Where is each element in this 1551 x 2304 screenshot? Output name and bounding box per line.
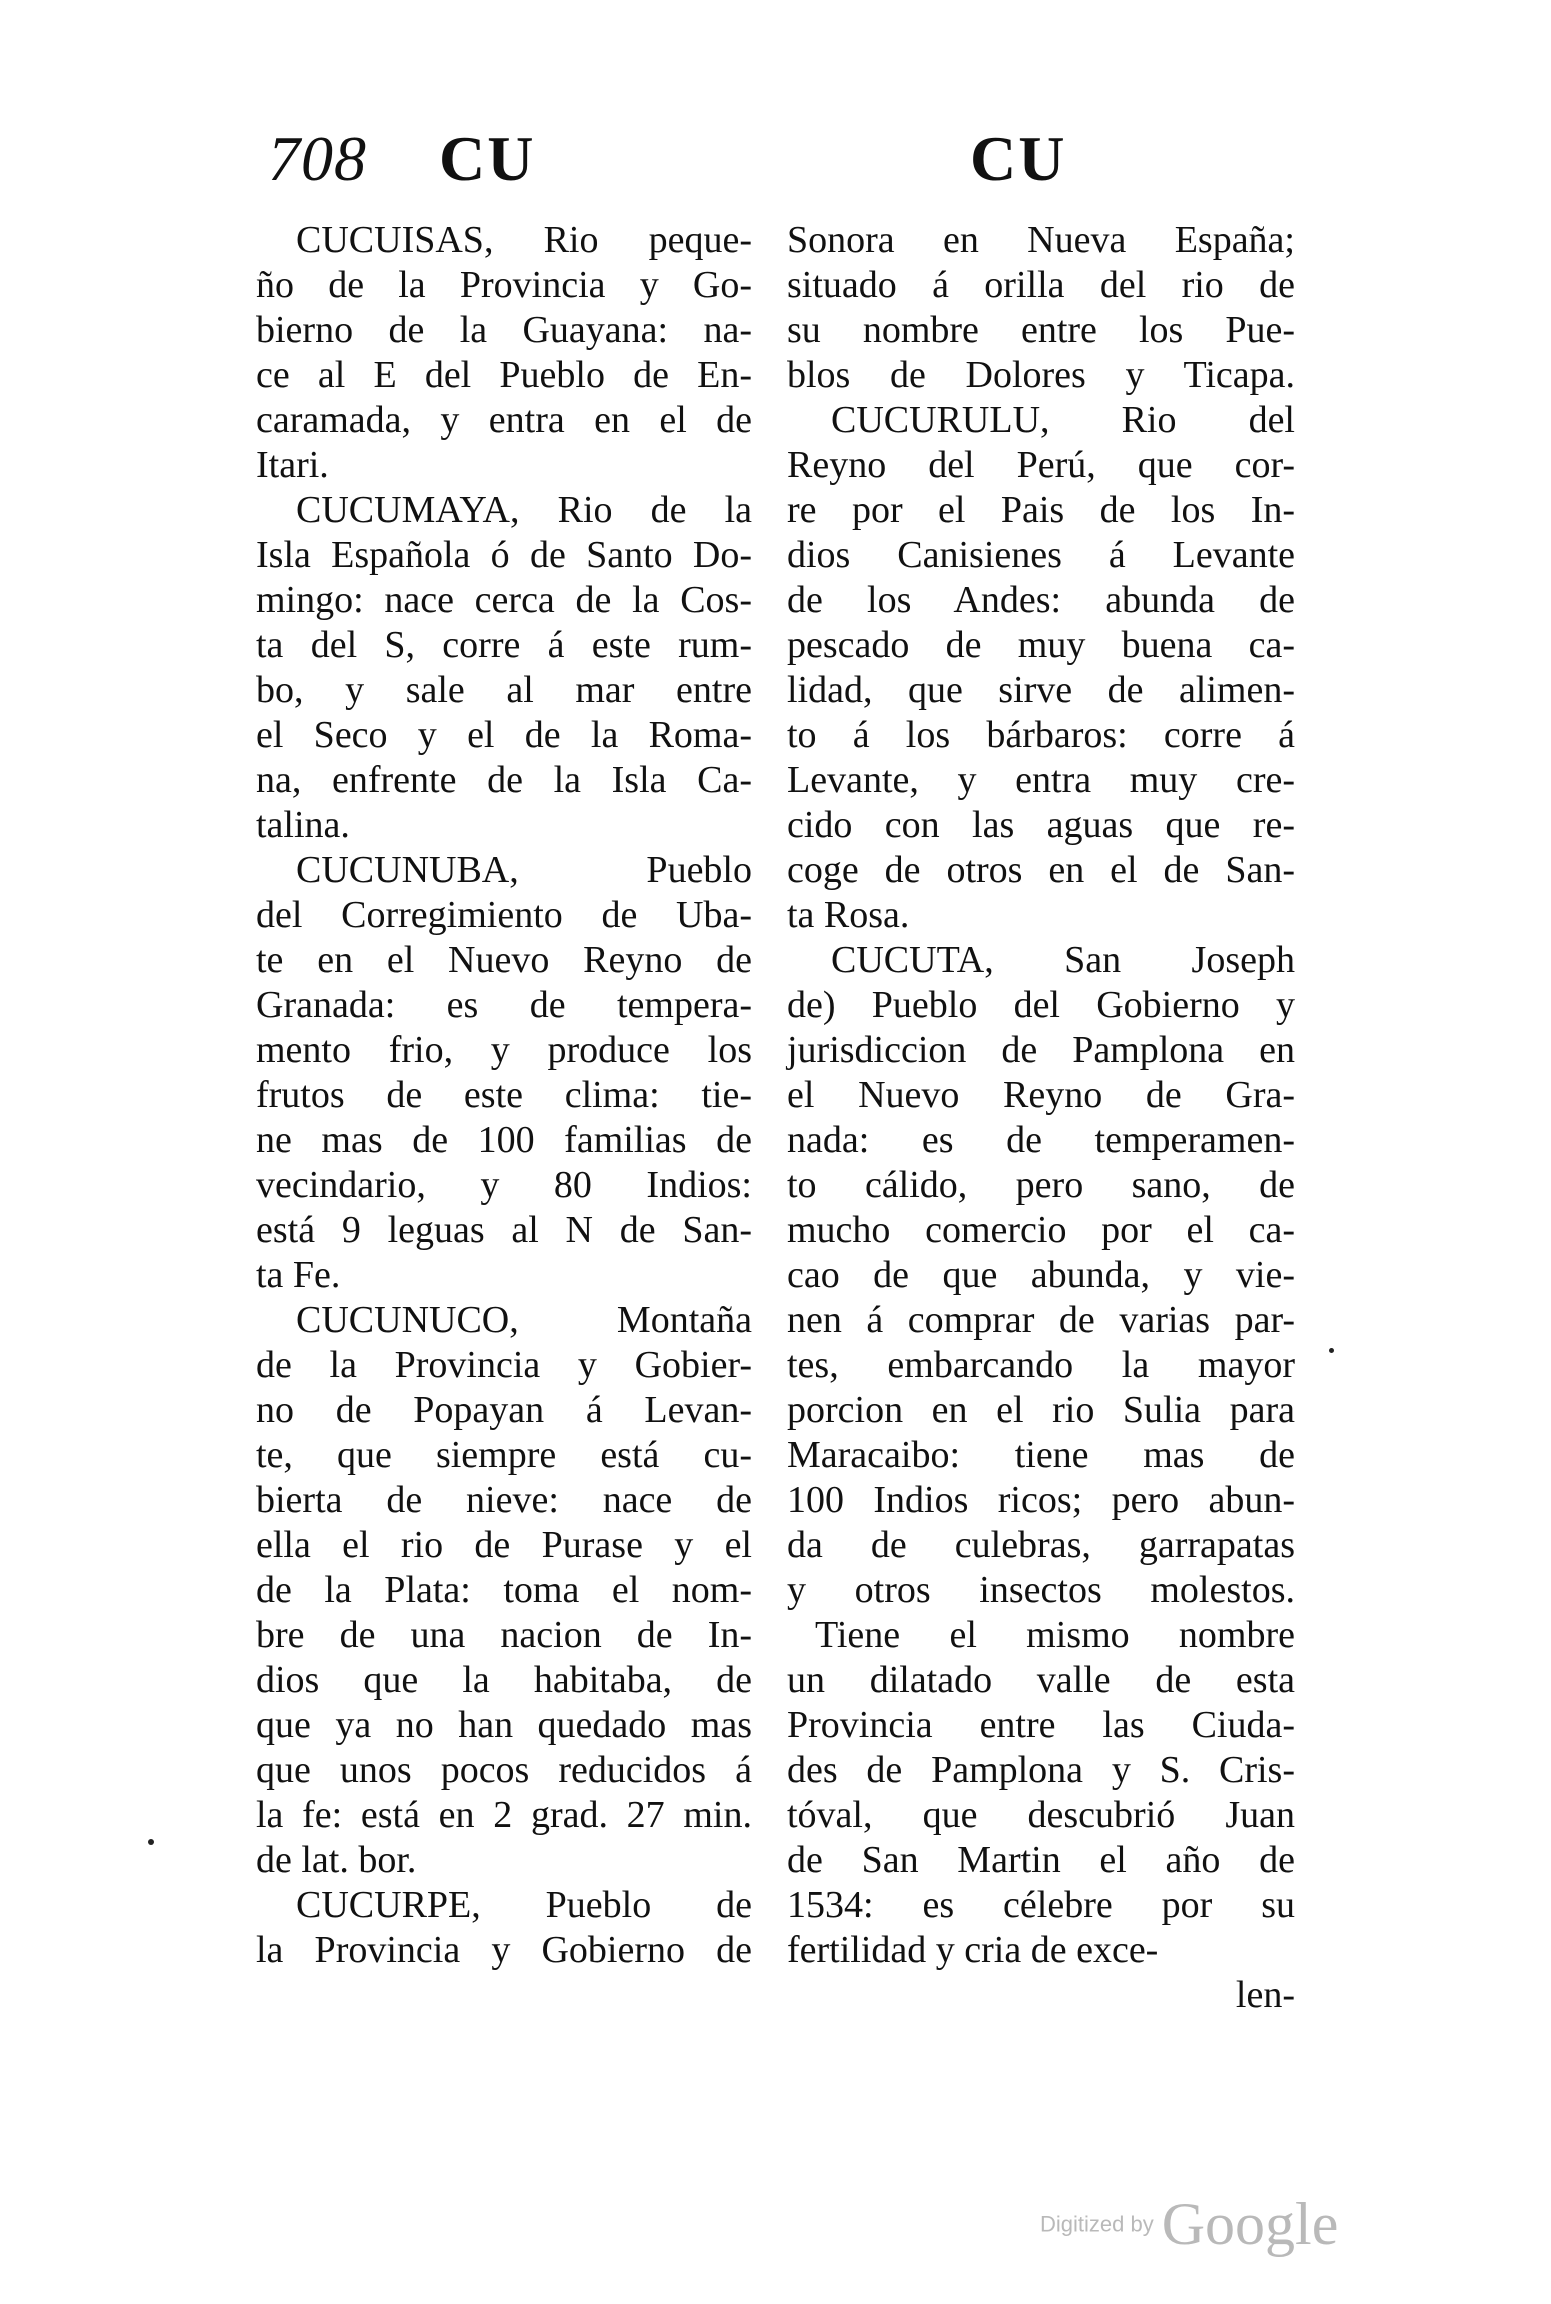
text-line: des de Pamplona y S. Cris-	[787, 1749, 1295, 1791]
text-line: tóval, que descubrió Juan	[787, 1794, 1295, 1836]
text-line: no de Popayan á Levan-	[256, 1389, 752, 1431]
text-line: pescado de muy buena ca-	[787, 624, 1295, 666]
digitization-watermark	[1040, 2190, 1338, 2259]
text-line: porcion en el rio Sulia para	[787, 1389, 1295, 1431]
text-line: 1534: es célebre por su	[787, 1884, 1295, 1926]
text-line: len-	[1235, 1974, 1295, 2016]
google-logo: Google	[1161, 2191, 1339, 2257]
text-line: que unos pocos reducidos á	[256, 1749, 752, 1791]
text-line: ta Fe.	[256, 1254, 341, 1296]
text-line: mingo: nace cerca de la Cos-	[256, 579, 752, 621]
text-line: que ya no han quedado mas	[256, 1704, 752, 1746]
text-line: del Corregimiento de Uba-	[256, 894, 752, 936]
text-line: un dilatado valle de esta	[787, 1659, 1295, 1701]
text-line: de San Martin el año de	[787, 1839, 1295, 1881]
text-line: de lat. bor.	[256, 1839, 417, 1881]
text-line: el Seco y el de la Roma-	[256, 714, 752, 756]
text-line: la fe: está en 2 grad. 27 min.	[256, 1794, 752, 1836]
page-header-left	[268, 122, 535, 196]
text-line: de) Pueblo del Gobierno y	[787, 984, 1295, 1026]
left-text-column	[256, 218, 752, 1973]
text-line: CUCUNUCO, Montaña	[296, 1299, 752, 1341]
text-line: da de culebras, garrapatas	[787, 1524, 1295, 1566]
text-line: mucho comercio por el ca-	[787, 1209, 1295, 1251]
text-line: blos de Dolores y Ticapa.	[787, 354, 1295, 396]
text-line: bre de una nacion de In-	[256, 1614, 752, 1656]
text-line: caramada, y entra en el de	[256, 399, 752, 441]
text-line: situado á orilla del rio de	[787, 264, 1295, 306]
text-line: to cálido, pero sano, de	[787, 1164, 1295, 1206]
text-line: frutos de este clima: tie-	[256, 1074, 752, 1116]
text-line: ce al E del Pueblo de En-	[256, 354, 752, 396]
text-line: coge de otros en el de San-	[787, 849, 1295, 891]
text-line: y otros insectos molestos.	[787, 1569, 1295, 1611]
text-line: vecindario, y 80 Indios:	[256, 1164, 752, 1206]
text-line: su nombre entre los Pue-	[787, 309, 1295, 351]
text-line: fertilidad y cria de exce-	[787, 1929, 1159, 1971]
text-line: talina.	[256, 804, 350, 846]
text-line: ella el rio de Purase y el	[256, 1524, 752, 1566]
text-line: ne mas de 100 familias de	[256, 1119, 752, 1161]
text-line: mento frio, y produce los	[256, 1029, 752, 1071]
text-line: CUCURPE, Pueblo de	[296, 1884, 752, 1926]
text-line: bo, y sale al mar entre	[256, 669, 752, 711]
text-line: el Nuevo Reyno de Gra-	[787, 1074, 1295, 1116]
text-line: de la Plata: toma el nom-	[256, 1569, 752, 1611]
text-line: ño de la Provincia y Go-	[256, 264, 752, 306]
text-line: Sonora en Nueva España;	[787, 219, 1295, 261]
right-running-head: CU	[970, 123, 1067, 194]
text-line: Maracaibo: tiene mas de	[787, 1434, 1295, 1476]
text-line: tes, embarcando la mayor	[787, 1344, 1295, 1386]
text-line: cao de que abunda, y vie-	[787, 1254, 1295, 1296]
page-number: 708	[268, 123, 367, 194]
text-line: Itari.	[256, 444, 329, 486]
text-line: dios Canisienes á Levante	[787, 534, 1295, 576]
text-line: CUCUTA, San Joseph	[831, 939, 1295, 981]
text-line: Reyno del Perú, que cor-	[787, 444, 1295, 486]
text-line: nen á comprar de varias par-	[787, 1299, 1295, 1341]
text-line: de los Andes: abunda de	[787, 579, 1295, 621]
text-line: ta del S, corre á este rum-	[256, 624, 752, 666]
text-line: la Provincia y Gobierno de	[256, 1929, 752, 1971]
text-line: Tiene el mismo nombre	[815, 1614, 1295, 1656]
text-line: CUCURULU, Rio del	[831, 399, 1295, 441]
text-line: jurisdiccion de Pamplona en	[787, 1029, 1295, 1071]
text-line: Provincia entre las Ciuda-	[787, 1704, 1295, 1746]
text-line: re por el Pais de los In-	[787, 489, 1295, 531]
right-text-column	[787, 218, 1295, 2018]
text-line: de la Provincia y Gobier-	[256, 1344, 752, 1386]
text-line: CUCUMAYA, Rio de la	[296, 489, 752, 531]
text-line: nada: es de temperamen-	[787, 1119, 1295, 1161]
text-line: CUCUISAS, Rio peque-	[296, 219, 752, 261]
text-line: te, que siempre está cu-	[256, 1434, 752, 1476]
ink-speck	[1329, 1348, 1334, 1353]
text-line: CUCUNUBA, Pueblo	[296, 849, 752, 891]
text-line: te en el Nuevo Reyno de	[256, 939, 752, 981]
text-line: Isla Española ó de Santo Do-	[256, 534, 752, 576]
text-line: lidad, que sirve de alimen-	[787, 669, 1295, 711]
text-line: bierta de nieve: nace de	[256, 1479, 752, 1521]
digitized-by-label: Digitized by	[1040, 2211, 1154, 2237]
text-line: dios que la habitaba, de	[256, 1659, 752, 1701]
text-line: bierno de la Guayana: na-	[256, 309, 752, 351]
text-line: cido con las aguas que re-	[787, 804, 1295, 846]
text-line: Granada: es de tempera-	[256, 984, 752, 1026]
left-running-head: CU	[439, 123, 536, 194]
text-line: Levante, y entra muy cre-	[787, 759, 1295, 801]
text-line: ta Rosa.	[787, 894, 910, 936]
text-line: está 9 leguas al N de San-	[256, 1209, 752, 1251]
text-line: na, enfrente de la Isla Ca-	[256, 759, 752, 801]
text-line: 100 Indios ricos; pero abun-	[787, 1479, 1295, 1521]
text-line: to á los bárbaros: corre á	[787, 714, 1295, 756]
ink-speck	[148, 1839, 154, 1845]
